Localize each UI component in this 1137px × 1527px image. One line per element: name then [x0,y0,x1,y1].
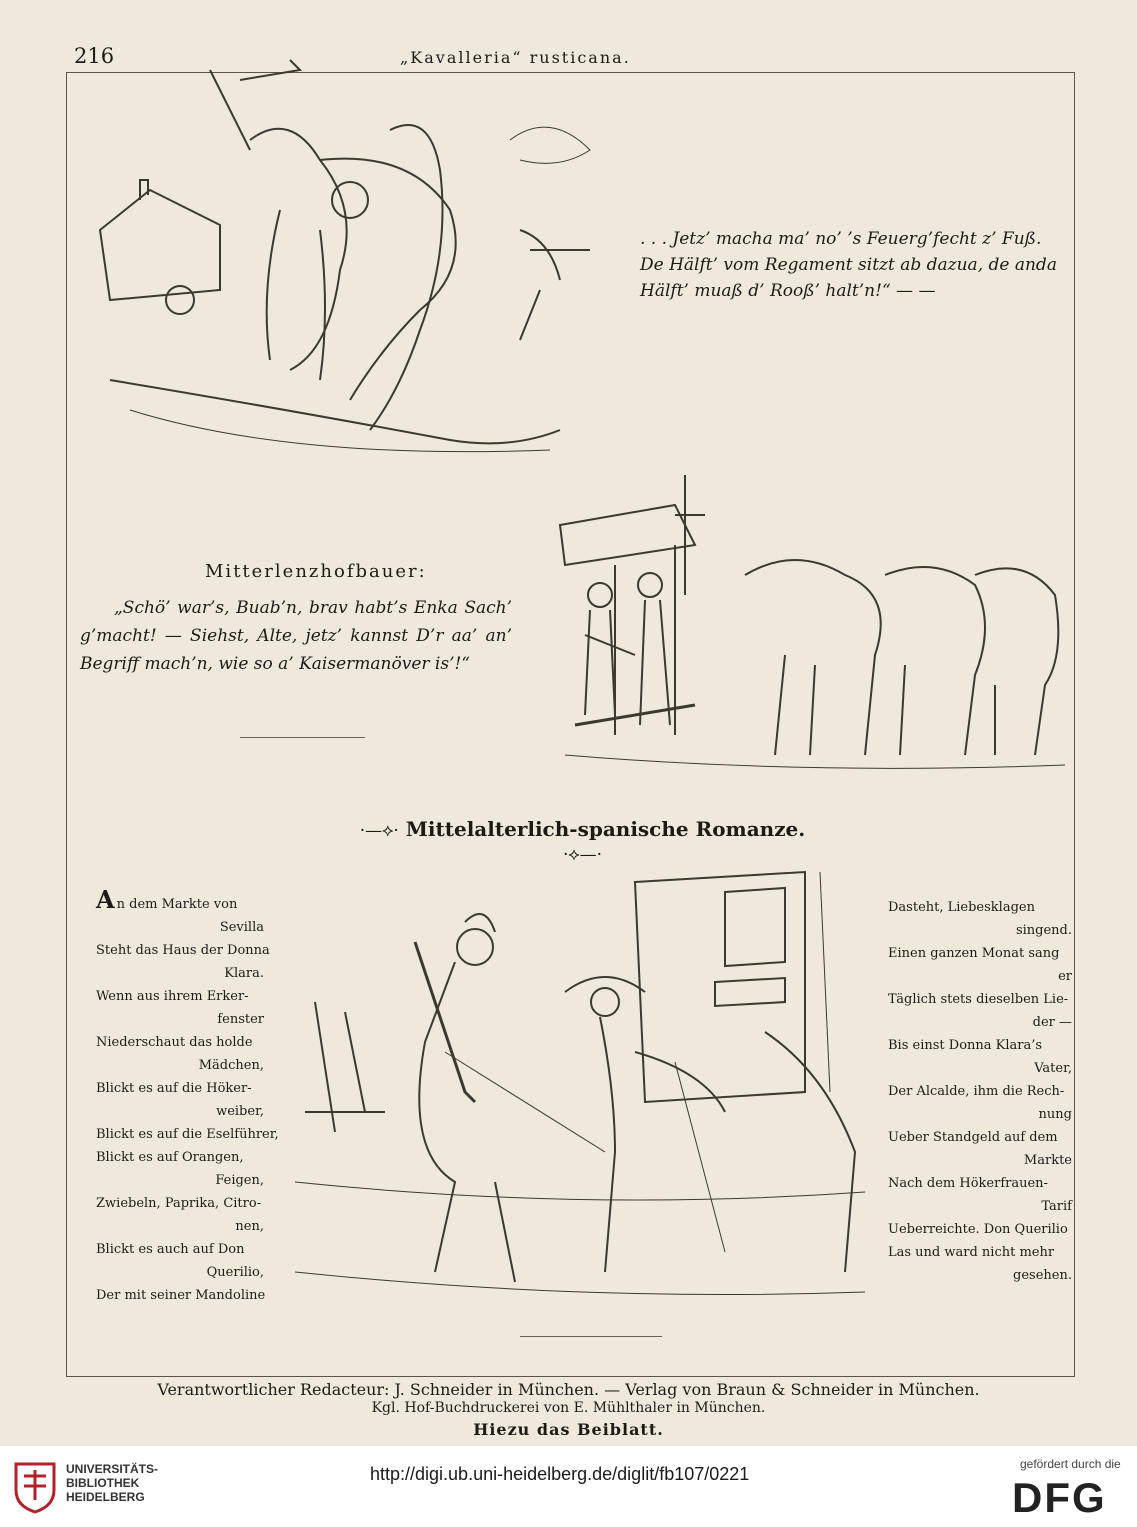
poem-line: Ueber Standgeld auf dem [888,1130,1058,1145]
ornament-right: ·⟡—· [562,845,603,865]
library-name-line: UNIVERSITÄTS- [66,1462,159,1476]
poem-first-line-rest: n dem Markte von [116,897,238,912]
cavalry-caption-line: Hälft’ muaß d’ Rooß’ halt’n!“ — — [640,281,936,301]
poem-title [355,817,810,865]
poem-line [96,885,278,916]
poem-line: gesehen. [1013,1268,1072,1283]
poem-line: Der mit seiner Mandoline [96,1288,266,1303]
cavalry-caption-line: De Hälft’ vom Regament sitzt ab dazua, de anda [640,255,1057,275]
poem-line: Ueberreichte. Don Querilio [888,1222,1068,1237]
imprint-printer: Kgl. Hof-Buchdruckerei von E. Mühlthaler in München. [371,1400,766,1416]
farmer-caption [80,594,512,678]
cavalry-caption [640,226,1072,304]
poem-line: Niederschaut das holde [96,1035,253,1050]
supplement-note: Hiezu das Beiblatt. [473,1420,664,1439]
poem-line: Las und ward nicht mehr [888,1245,1055,1260]
university-seal-icon [12,1460,58,1518]
poem-line: Einen ganzen Monat sang [888,946,1060,961]
poem-line: Mädchen, [198,1058,264,1073]
poem-line: Sevilla [219,920,264,935]
poem-line: weiber, [216,1104,264,1119]
library-name-line: HEIDELBERG [66,1490,145,1504]
farmer-caption-line: „Schö’ war’s, Buab’n, brav habt’s Enka Sach’ [114,598,512,618]
poem-line: der — [1032,1015,1072,1030]
funding-label: gefördert durch die [1020,1457,1121,1471]
drop-cap: A [96,885,115,914]
poem-line: Blickt es auf Orangen, [96,1150,244,1165]
poem-line: Bis einst Donna Klara’s [888,1038,1043,1053]
poem-line: Klara. [224,966,264,981]
poem-column-left [96,885,279,1307]
illustration-seville-street [285,852,870,1332]
poem-line: Zwiebeln, Paprika, Citro- [96,1196,262,1211]
poem-line: Tarif [1041,1199,1072,1214]
poem-line: Markte [1023,1153,1072,1168]
poem-line: Der Alcalde, ihm die Rech- [888,1084,1065,1099]
poem-title-text: Mittelalterlich-spanische Romanze. [405,817,806,841]
farmer-caption-line: mach’n, wie so a’ Kaisermanöver is’!“ [144,654,471,674]
farmer-caption-line: g’macht! — Siehst, Alte, jetz’ kannst D’r aa’ an’ Begriff [80,626,512,674]
imprint-editor: Verantwortlicher Redacteur: J. Schneider in München. — Verlag von Braun & Schneider in München. [157,1380,980,1399]
poem-line: Blickt es auf die Eselführer, [96,1127,279,1142]
section-divider [240,737,365,738]
poem-line: er [1058,969,1072,984]
poem-line: Wenn aus ihrem Erker- [96,989,249,1004]
permalink-url[interactable]: http://digi.ub.uni-heidelberg.de/diglit/fb107/0221 [370,1464,750,1484]
digitization-bar [0,1446,1137,1527]
illustration-farmers-horses [555,455,1075,785]
poem-line: nen, [235,1219,264,1234]
poem-line: Blickt es auch auf Don [96,1242,245,1257]
illustration-cavalry [90,50,610,480]
library-name [66,1462,158,1504]
poem-line: Feigen, [215,1173,264,1188]
poem-line: nung [1038,1107,1072,1122]
poem-column-right [888,896,1072,1287]
poem-line: singend. [1015,923,1072,938]
poem-line: Steht das Haus der Donna [96,943,270,958]
poem-line: Blickt es auf die Höker- [96,1081,252,1096]
poem-line: Querilio, [206,1265,264,1280]
poem-line: fenster [217,1012,264,1027]
closing-divider [520,1336,662,1337]
speaker-label: Mitterlenzhofbauer: [205,561,427,582]
dfg-logo: DFG [1012,1474,1107,1521]
cavalry-caption-line: . . . Jetz’ macha ma’ no’ ’s Feuerg’fecht z’ Fuß. [640,229,1042,249]
poem-line: Täglich stets dieselben Lie- [888,992,1069,1007]
library-name-line: BIBLIOTHEK [66,1476,140,1490]
ornament-left: ·—⟡· [359,821,399,841]
poem-first-line [96,885,238,916]
page-number: 216 [74,44,115,68]
running-title: „Kavalleria“ rusticana. [400,48,631,67]
poem-line: Dasteht, Liebesklagen [888,900,1035,915]
poem-line: Nach dem Hökerfrauen- [888,1176,1048,1191]
farmer-caption-text [80,594,512,678]
poem-line: Vater, [1034,1061,1072,1076]
